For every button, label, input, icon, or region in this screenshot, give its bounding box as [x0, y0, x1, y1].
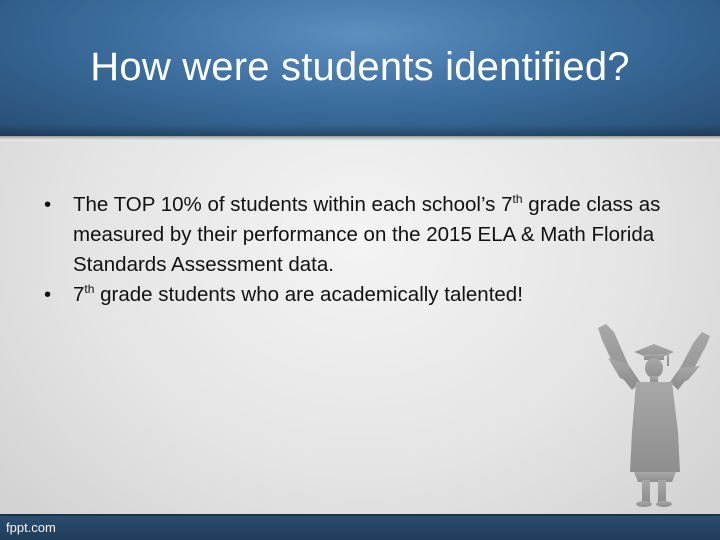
bullet-item — [44, 190, 684, 280]
bullet-text: 7 — [73, 283, 85, 306]
bullet-list — [44, 190, 684, 310]
graduate-silhouette-icon — [594, 322, 714, 510]
header-divider — [0, 136, 720, 141]
bullet-marker: • — [44, 283, 52, 306]
bullet-text-continued: grade students who are academically talented! — [94, 283, 523, 306]
title-banner — [0, 0, 720, 136]
bullet-item — [44, 280, 684, 310]
bullet-text-continued: grade class as measured by their performance on the 2015 ELA & Math Florida Standards Assessment data. — [73, 193, 661, 276]
footer-brand: fppt.com — [6, 520, 56, 535]
ordinal-suffix: th — [84, 282, 95, 297]
footer-bar — [0, 514, 720, 540]
bullet-marker: • — [44, 193, 52, 216]
ordinal-suffix: th — [512, 192, 523, 207]
slide-title: How were students identified? — [90, 45, 630, 89]
bullet-text: The TOP 10% of students within each school’s 7 — [73, 193, 513, 216]
